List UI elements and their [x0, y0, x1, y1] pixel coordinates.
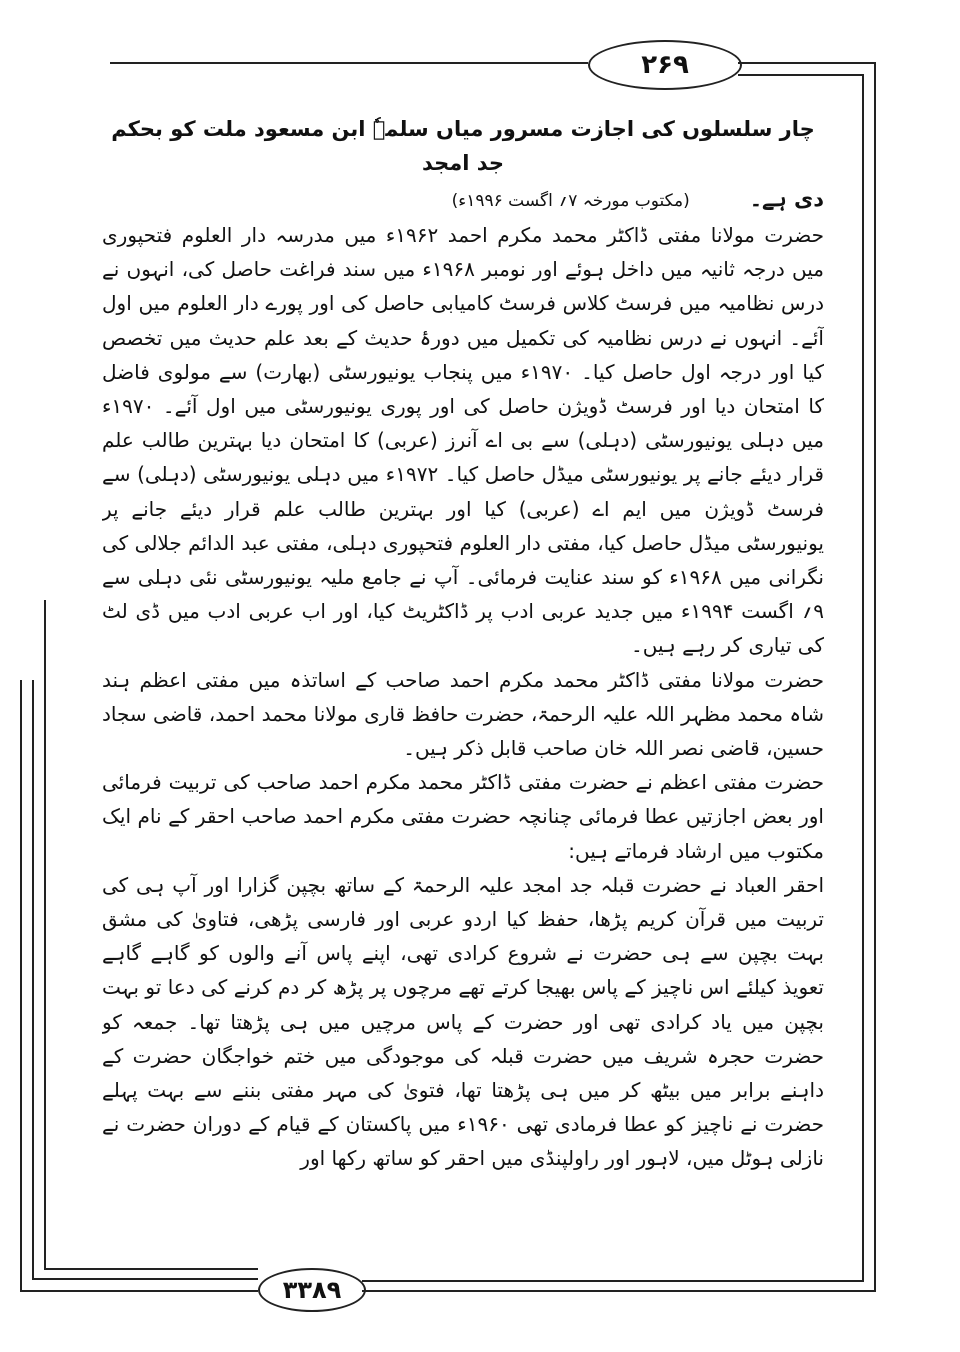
frame-top-line-right [738, 62, 874, 64]
bottom-page-number: ۳۳۸۹ [258, 1268, 366, 1312]
frame-inner-top [738, 74, 862, 76]
frame-left-outer [20, 680, 22, 1292]
frame-bottom-line [362, 1290, 876, 1292]
frame-left-innermost [44, 600, 46, 1270]
frame-bottom-inner [362, 1280, 864, 1282]
frame-right-inner [862, 74, 864, 1280]
frame-top-line [110, 62, 588, 64]
frame-bottom-left-innermost [44, 1268, 258, 1270]
frame-left-inner [32, 680, 34, 1278]
paragraph-teachers: حضرت مولانا مفتی ڈاکٹر محمد مکرم احمد صاحب کے اساتذہ میں مفتی اعظم ہند شاہ محمد مظہر اللہ علیہ الرحمۃ، حضرت حافظ قاری مولانا محمد احمد، قاضی سجاد حسین، قاضی نصر اللہ خان صاحب قابل ذکر ہیں۔ [102, 667, 824, 761]
letter-date-note: (مکتوب مورخہ ۷؍ اگست ۱۹۹۶ء) [451, 191, 690, 211]
paragraph-letter-quote: احقر العباد نے حضرت قبلہ جد امجد علیہ الرحمۃ کے ساتھ بچپن گزارا اور آپ ہی کی تربیت میں قرآن کریم پڑھا، حفظ کیا اردو عربی اور فارسی پڑھی، فتاویٰ کی مشق بہت بچپن سے ہی حضرت نے شروع کرادی تھی، اپنے پاس آنے والوں کو گاہے گاہے تعویذ کیلئے اس ناچیز کے پاس بھیجا کرتے تھے مرچوں پر پڑھ کر دم کرنے کی دعا تو بہت بچپن میں یاد کرادی تھی اور حضرت کے پاس مرچیں میں ہی پڑھتا تھا۔ جمعہ کو حضرت حجرہ شریف میں حضرت قبلہ کی موجودگی میں ختم خواجگان حضرت کے داہنے برابر میں بیٹھ کر میں ہی پڑھتا تھا، فتویٰ کی مہر مفتی بننے سے بہت پہلے حضرت نے ناچیز کو عطا فرمادی تھی ۱۹۶۰ء میں پاکستان کے قیام کے دوران حضرت نے نازلی ہوٹل میں، لاہور اور راولپنڈی میں احقر کو ساتھ رکھا اور [102, 872, 824, 1171]
page-content [102, 112, 824, 1260]
frame-bottom-left [20, 1290, 258, 1292]
frame-bottom-left-inner [32, 1278, 258, 1280]
heading-date-row [102, 182, 824, 218]
frame-right-outer [874, 62, 876, 1292]
section-heading-tail: دی ہے۔ [749, 187, 824, 211]
top-page-number: ۲۶۹ [588, 40, 742, 90]
paragraph-biography: حضرت مولانا مفتی ڈاکٹر محمد مکرم احمد ۱۹۶۲ء میں مدرسہ دار العلوم فتحپوری میں درجہ ثانیہ میں داخل ہوئے اور نومبر ۱۹۶۸ء میں سند فراغت حاصل کی، انہوں نے درس نظامیہ میں فرسٹ کلاس فرسٹ کامیابی حاصل کی اور پورے دار العلوم میں اول آئے۔ انہوں نے درس نظامیہ کی تکمیل میں دورۂ حدیث کے بعد علم حدیث میں تخصص کیا اور درجہ اول حاصل کیا۔ ۱۹۷۰ء میں پنجاب یونیورسٹی (بھارت) سے مولوی فاضل کا امتحان دیا اور فرسٹ ڈویژن حاصل کی اور پوری یونیورسٹی میں اول آئے۔ ۱۹۷۰ء میں دہلی یونیورسٹی (دہلی) سے بی اے آنرز (عربی) کا امتحان دیا بہترین طالب علم قرار دیئے جانے پر یونیورسٹی میڈل حاصل کیا۔ ۱۹۷۲ء میں دہلی یونیورسٹی (دہلی) سے فرسٹ ڈویژن میں ایم اے (عربی) کیا اور بہترین طالب علم قرار دیئے جانے پر یونیورسٹی میڈل حاصل کیا، مفتی دار العلوم فتحپوری دہلی، مفتی عبد الدائم جلالی کی نگرانی میں ۱۹۶۸ء کو سند عنایت فرمائی۔ آپ نے جامع ملیہ یونیورسٹی نئی دہلی سے ۹؍ اگست ۱۹۹۴ء میں جدید عربی ادب پر ڈاکٹریٹ کیا، اور اب عربی ادب میں ڈی لٹ کی تیاری کر رہے ہیں۔ [102, 223, 824, 658]
section-heading: چار سلسلوں کی اجازت مسرور میاں سلمہٗ ابن مسعود ملت کو بحکم جد امجد [111, 117, 815, 175]
paragraph-tarbiyat: حضرت مفتی اعظم نے حضرت مفتی ڈاکٹر محمد مکرم احمد صاحب کی تربیت فرمائی اور بعض اجازتیں عطا فرمائی چنانچہ حضرت مفتی مکرم احمد صاحب احقر کے نام ایک مکتوب میں ارشاد فرماتے ہیں: [102, 770, 824, 863]
